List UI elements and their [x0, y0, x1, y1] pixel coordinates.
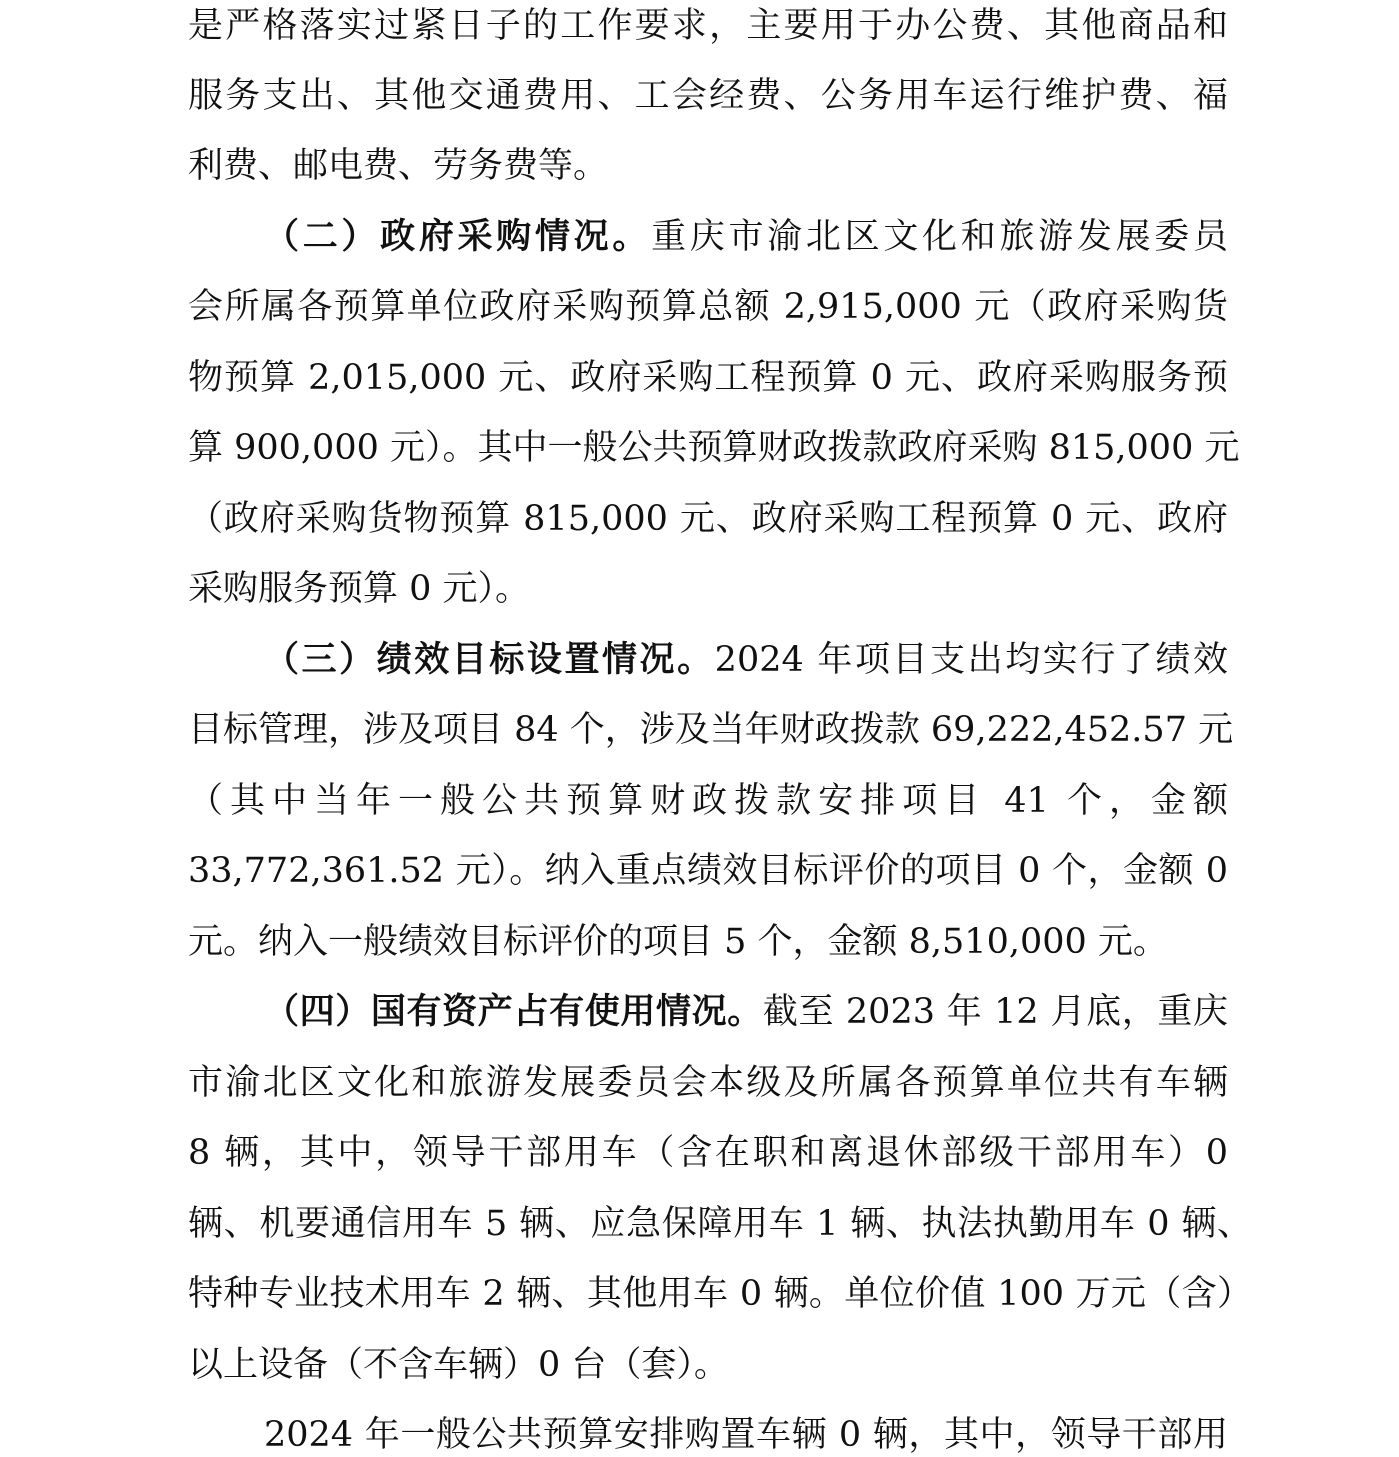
- section-heading-assets: （四）国有资产占有使用情况。: [264, 992, 763, 1032]
- section-heading-performance: （三）绩效目标设置情况。: [264, 640, 715, 680]
- text-line: 采购服务预算 0 元）。: [188, 569, 531, 609]
- section-paragraph-start: [264, 986, 1228, 1038]
- text-line: 会所属各预算单位政府采购预算总额 2,915,000 元（政府采购货: [188, 287, 1228, 327]
- text-line: 2024 年一般公共预算安排购置车辆 0 辆，其中，领导干部用: [264, 1415, 1228, 1455]
- text-line: （其中当年一般公共预算财政拨款安排项目 41 个，金额: [188, 781, 1228, 821]
- text-line: 服务支出、其他交通费用、工会经费、公务用车运行维护费、福: [188, 76, 1228, 116]
- text-line: （政府采购货物预算 815,000 元、政府采购工程预算 0 元、政府: [188, 499, 1228, 539]
- text-line: 辆、机要通信用车 5 辆、应急保障用车 1 辆、执法执勤用车 0 辆、: [188, 1204, 1252, 1244]
- text-line: 33,772,361.52 元）。纳入重点绩效目标评价的项目 0 个，金额 0: [188, 851, 1228, 891]
- text-line: 是严格落实过紧日子的工作要求，主要用于办公费、其他商品和: [188, 6, 1228, 46]
- text-line: 8 辆，其中，领导干部用车（含在职和离退休部级干部用车）0: [188, 1133, 1228, 1173]
- section-heading-procurement: （二）政府采购情况。: [264, 217, 652, 257]
- text-run: 重庆市渝北区文化和旅游发展委员: [651, 217, 1228, 257]
- text-line: 物预算 2,015,000 元、政府采购工程预算 0 元、政府采购服务预: [188, 358, 1228, 398]
- section-paragraph-start: [264, 634, 1228, 686]
- text-line: 算 900,000 元）。其中一般公共预算财政拨款政府采购 815,000 元: [188, 428, 1240, 468]
- text-line: 利费、邮电费、劳务费等。: [188, 146, 609, 186]
- text-line: 市渝北区文化和旅游发展委员会本级及所属各预算单位共有车辆: [188, 1063, 1228, 1103]
- section-paragraph-start: [264, 211, 1228, 263]
- text-line: 目标管理，涉及项目 84 个，涉及当年财政拨款 69,222,452.57 元: [188, 710, 1234, 750]
- text-line: 特种专业技术用车 2 辆、其他用车 0 辆。单位价值 100 万元（含）: [188, 1274, 1252, 1314]
- text-run: 截至 2023 年 12 月底，重庆: [762, 992, 1228, 1032]
- text-line: 以上设备（不含车辆）0 台（套）。: [188, 1345, 729, 1385]
- text-line: 元。纳入一般绩效目标评价的项目 5 个，金额 8,510,000 元。: [188, 922, 1168, 962]
- text-run: 2024 年项目支出均实行了绩效: [714, 640, 1228, 680]
